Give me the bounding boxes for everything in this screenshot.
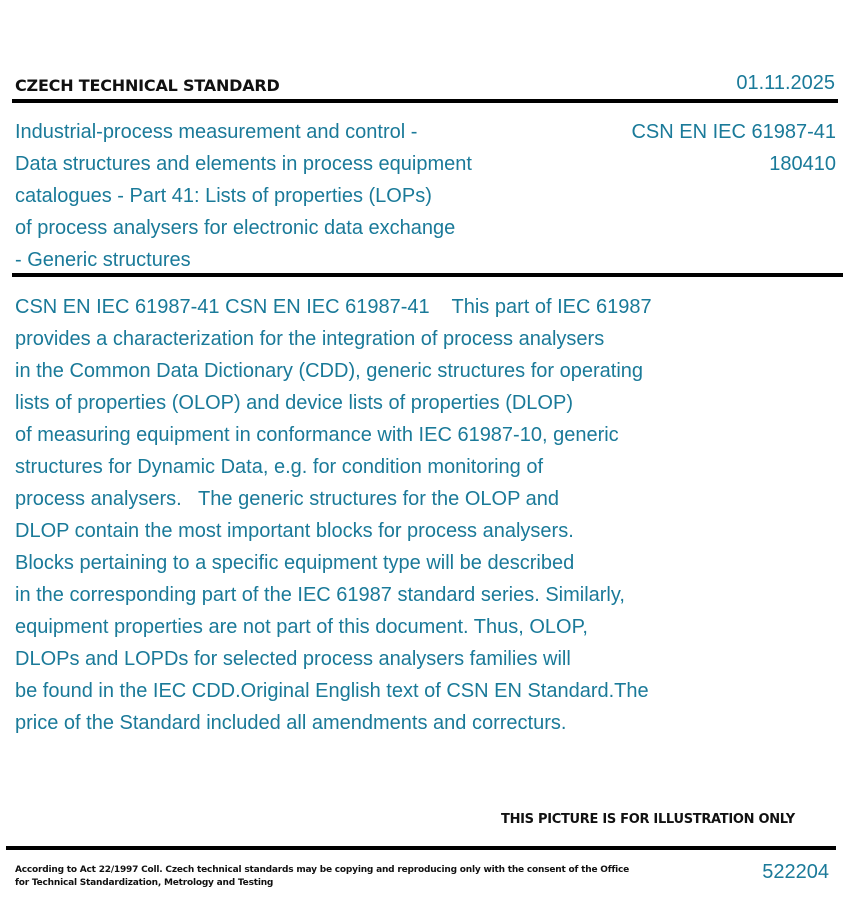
abstract-line: be found in the IEC CDD.Original English text of CSN EN Standard.The — [15, 680, 649, 702]
abstract-line: provides a characterization for the integration of process analysers — [15, 328, 605, 350]
abstract-line: in the corresponding part of the IEC 61987 standard series. Similarly, — [15, 584, 625, 606]
legal-line: According to Act 22/1997 Coll. Czech technical standards may be copying and reproducing only with the consent of the Office — [15, 865, 630, 875]
abstract-line: process analysers. The generic structures for the OLOP and — [15, 488, 559, 510]
header-label: CZECH TECHNICAL STANDARD — [15, 76, 280, 95]
abstract-line: of measuring equipment in conformance with IEC 61987-10, generic — [15, 424, 619, 446]
standard-number: CSN EN IEC 61987-41 — [631, 121, 836, 143]
title-line: catalogues - Part 41: Lists of properties (LOPs) — [15, 185, 432, 207]
issue-date: 01.11.2025 — [736, 72, 835, 94]
abstract-line: CSN EN IEC 61987-41 CSN EN IEC 61987-41 This part of IEC 61987 — [15, 296, 652, 318]
abstract-line: equipment properties are not part of this document. Thus, OLOP, — [15, 616, 588, 638]
product-code: 522204 — [762, 861, 829, 883]
abstract-line: DLOPs and LOPDs for selected process analysers families will — [15, 648, 571, 670]
class-code: 180410 — [769, 153, 836, 175]
abstract-text — [15, 291, 652, 739]
legal-notice — [15, 864, 629, 890]
title-line: Data structures and elements in process equipment — [15, 153, 472, 175]
header-divider — [12, 99, 838, 103]
abstract-line: structures for Dynamic Data, e.g. for condition monitoring of — [15, 456, 544, 478]
title-line: Industrial-process measurement and control - — [15, 121, 418, 143]
abstract-line: lists of properties (OLOP) and device lists of properties (DLOP) — [15, 392, 573, 414]
standard-title — [15, 116, 472, 276]
title-line: of process analysers for electronic data exchange — [15, 217, 456, 239]
abstract-line: price of the Standard included all amendments and correcturs. — [15, 712, 567, 734]
abstract-line: DLOP contain the most important blocks for process analysers. — [15, 520, 574, 542]
legal-line: for Technical Standardization, Metrology and Testing — [15, 878, 274, 888]
footer-divider — [6, 846, 836, 850]
abstract-line: in the Common Data Dictionary (CDD), generic structures for operating — [15, 360, 644, 382]
standard-identifier — [631, 116, 836, 180]
abstract-line: Blocks pertaining to a specific equipment type will be described — [15, 552, 575, 574]
illustration-note: THIS PICTURE IS FOR ILLUSTRATION ONLY — [501, 812, 795, 827]
title-divider — [12, 273, 843, 277]
title-line: - Generic structures — [15, 249, 191, 271]
